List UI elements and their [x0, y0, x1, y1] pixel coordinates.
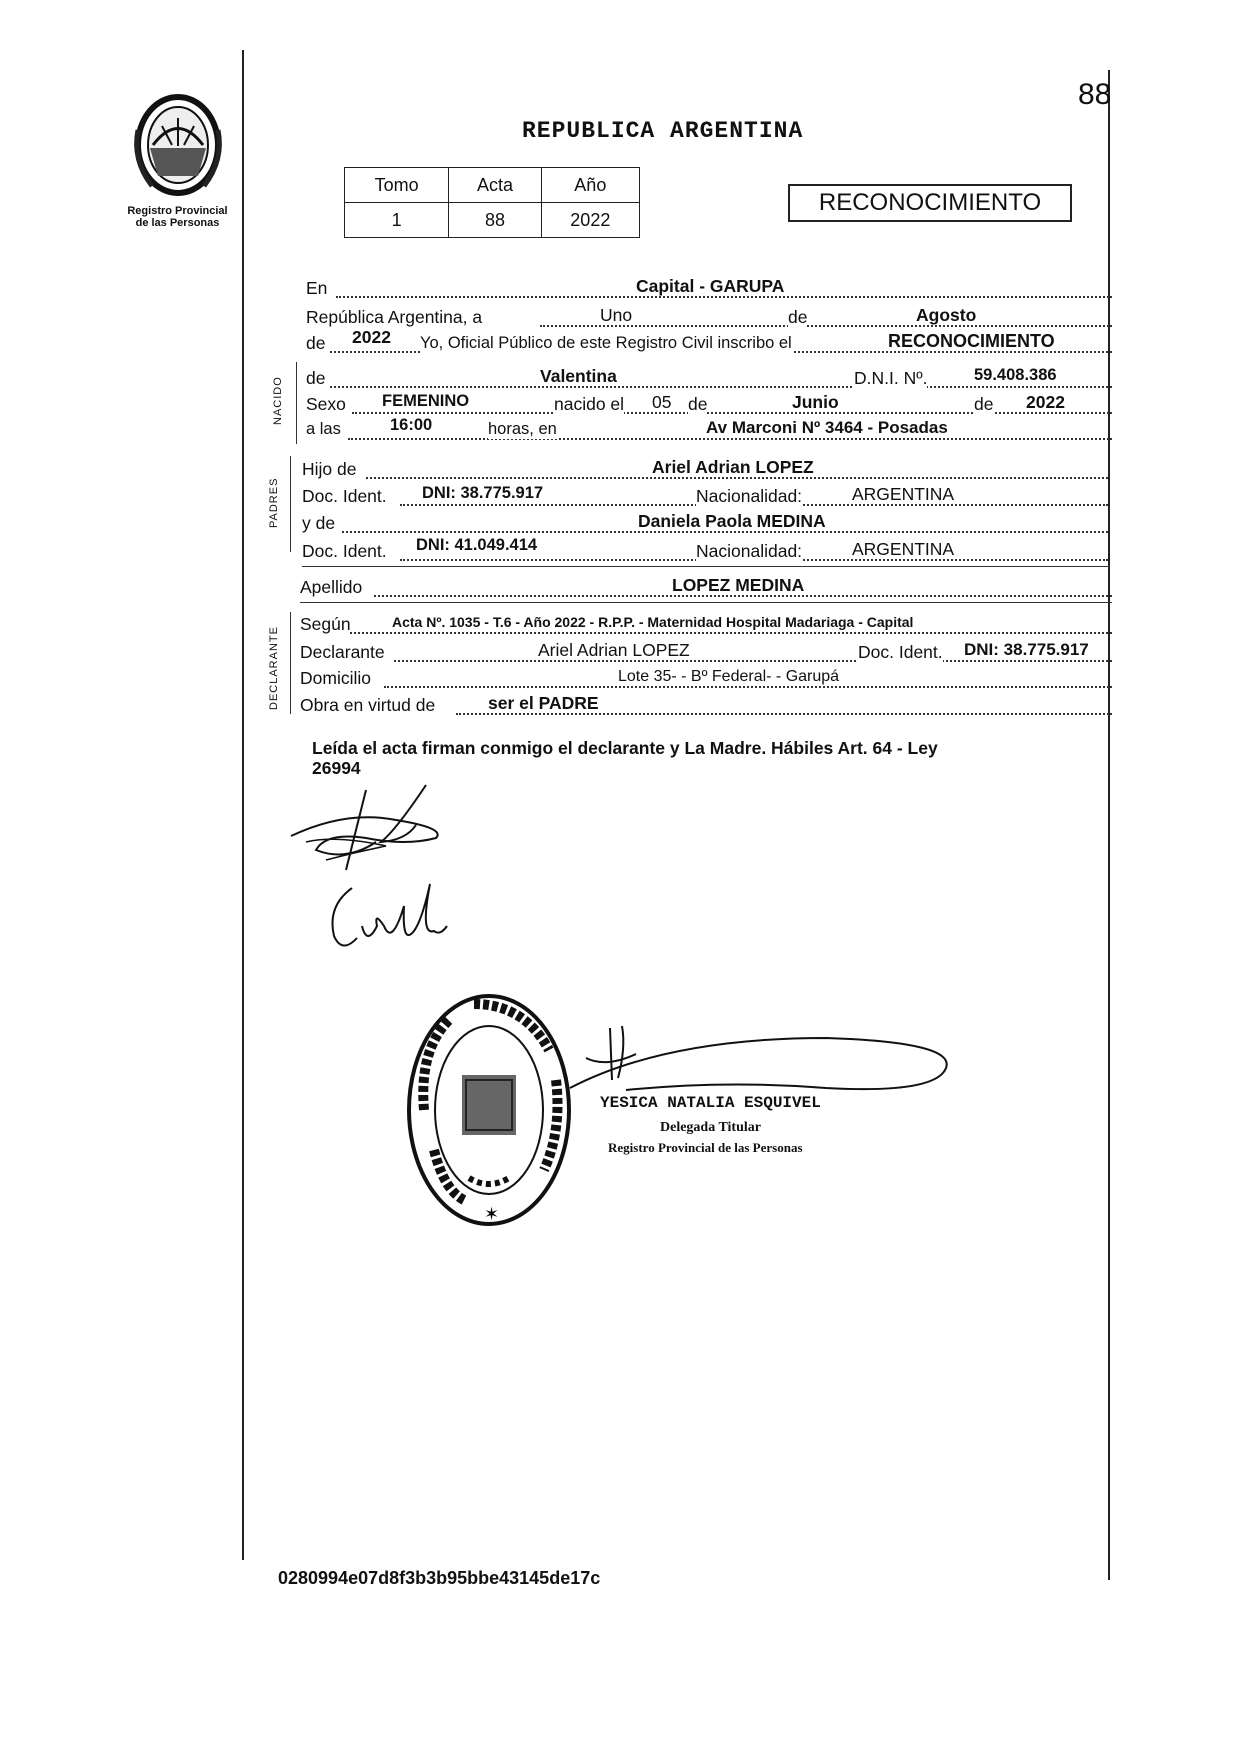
nac2-label: Nacionalidad:	[696, 541, 803, 561]
nacido-section-bar	[296, 362, 297, 444]
dni-label: D.N.I. Nº.	[854, 368, 928, 388]
birth-month-value: Junio	[792, 392, 839, 412]
padres-separator-line	[302, 566, 1110, 567]
registry-value-ano: 2022	[541, 203, 639, 238]
closing-line2: 26994	[312, 758, 361, 778]
declarante-section-label: DECLARANTE	[268, 626, 280, 710]
republica-month-value: Agosto	[916, 305, 977, 325]
apellido-label: Apellido	[300, 577, 363, 597]
name-de-label: de	[306, 368, 326, 388]
doc3-value: DNI: 38.775.917	[964, 640, 1089, 659]
birth-year-value: 2022	[1026, 392, 1065, 412]
en-value: Capital - GARUPA	[636, 276, 785, 296]
document-hash: 0280994e07d8f3b3b95bbe43145de17c	[278, 1568, 601, 1588]
republica-label: República Argentina, a	[306, 307, 483, 327]
row-year	[306, 327, 1112, 357]
doc2-value: DNI: 41.049.414	[416, 536, 538, 554]
declarante-section-bar	[290, 612, 291, 714]
doc2-label: Doc. Ident.	[302, 541, 387, 561]
page-number: 88	[1078, 78, 1112, 111]
year-value: 2022	[352, 327, 391, 347]
registry-value-row	[345, 203, 640, 238]
apellido-separator-line	[300, 602, 1112, 603]
act-type-box: RECONOCIMIENTO	[788, 184, 1072, 222]
padres-section-bar	[290, 456, 291, 552]
row-declarante	[300, 640, 1112, 666]
segun-label: Según	[300, 614, 351, 634]
nac2-value: ARGENTINA	[852, 539, 955, 559]
yde-label: y de	[302, 513, 336, 533]
registry-table	[344, 167, 640, 238]
declarant-signature	[286, 780, 466, 875]
delegate-office: Registro Provincial de las Personas	[608, 1140, 803, 1155]
row-domicilio	[300, 666, 1112, 692]
declarante-label: Declarante	[300, 642, 385, 662]
registry-header-ano: Año	[541, 168, 639, 203]
dni-value: 59.408.386	[974, 366, 1057, 384]
republica-day-value: Uno	[600, 305, 633, 325]
nac1-label: Nacionalidad:	[696, 486, 803, 506]
nacido-section-label: NACIDO	[272, 376, 284, 425]
place-value: Av Marconi Nº 3464 - Posadas	[706, 418, 948, 437]
sexo-value: FEMENINO	[382, 392, 470, 410]
provincial-seal	[128, 90, 228, 200]
seal-caption-line1: Registro Provincial	[127, 205, 228, 217]
time-value: 16:00	[390, 416, 433, 434]
delegate-signature	[566, 1018, 958, 1100]
doc3-label: Doc. Ident.	[858, 642, 943, 662]
nac1-value: ARGENTINA	[852, 484, 955, 504]
row-obra	[300, 693, 1112, 719]
provincial-seal-emblem-icon	[128, 90, 228, 200]
row-sexo	[306, 392, 1112, 418]
row-hijo	[302, 457, 1112, 483]
obra-value: ser el PADRE	[488, 693, 599, 713]
row-republica	[306, 305, 1112, 331]
official-oval-stamp	[404, 990, 574, 1230]
horas-label: horas, en	[488, 420, 557, 438]
registry-value-tomo: 1	[345, 203, 449, 238]
row-en	[306, 276, 1112, 302]
row-doc2	[302, 536, 1112, 565]
official-text: Yo, Oficial Público de este Registro Civil inscribo el	[420, 334, 792, 352]
segun-value: Acta Nº. 1035 - T.6 - Año 2022 - R.P.P. - Maternidad Hospital Madariaga - Capital	[392, 614, 914, 630]
sexo-label: Sexo	[306, 394, 346, 414]
birth-de2-label: de	[974, 394, 994, 414]
year-de-label: de	[306, 333, 326, 353]
mother-signature-icon	[322, 876, 452, 961]
delegate-title: Delegada Titular	[660, 1120, 761, 1135]
closing-line1: Leída el acta firman conmigo el declarante y La Madre. Hábiles Art. 64 - Ley	[312, 738, 938, 758]
mother-value: Daniela Paola MEDINA	[638, 511, 826, 531]
svg-text:✶: ✶	[484, 1204, 500, 1225]
doc1-value: DNI: 38.775.917	[422, 484, 544, 502]
official-stamp-icon	[404, 990, 574, 1230]
republica-de-label: de	[788, 307, 808, 327]
name-value: Valentina	[540, 366, 617, 386]
father-value: Ariel Adrian LOPEZ	[652, 457, 814, 477]
page-title: REPUBLICA ARGENTINA	[522, 118, 804, 144]
birth-day-value: 05	[652, 392, 672, 412]
registry-header-tomo: Tomo	[345, 168, 449, 203]
birth-de1-label: de	[688, 394, 708, 414]
padres-section-label: PADRES	[268, 477, 280, 528]
doc1-label: Doc. Ident.	[302, 486, 387, 506]
registry-header-row	[345, 168, 640, 203]
en-label: En	[306, 278, 328, 298]
closing-text	[312, 738, 1092, 778]
nacido-label: nacido el	[554, 394, 625, 414]
alas-label: a las	[306, 420, 341, 438]
declarant-signature-icon	[286, 780, 466, 875]
hijo-label: Hijo de	[302, 459, 357, 479]
domicilio-label: Domicilio	[300, 668, 371, 688]
obra-label: Obra en virtud de	[300, 695, 436, 715]
row-yde	[302, 511, 1112, 537]
row-apellido	[300, 575, 1112, 601]
row-doc1	[302, 484, 1112, 510]
declarante-value: Ariel Adrian LOPEZ	[538, 640, 690, 660]
mother-signature	[322, 876, 452, 961]
seal-caption-line2: de las Personas	[135, 217, 220, 229]
registry-header-acta: Acta	[449, 168, 541, 203]
domicilio-value: Lote 35- - Bº Federal- - Garupá	[618, 668, 840, 685]
left-margin-line	[242, 50, 244, 1560]
delegate-name: YESICA NATALIA ESQUIVEL	[600, 1094, 821, 1112]
row-time	[306, 418, 1112, 444]
row-name	[306, 366, 1112, 392]
row-segun	[300, 612, 1112, 638]
delegate-signature-icon	[566, 1018, 958, 1100]
official-value: RECONOCIMIENTO	[888, 331, 1055, 351]
registry-value-acta: 88	[449, 203, 541, 238]
apellido-value: LOPEZ MEDINA	[672, 575, 805, 595]
seal-caption	[110, 205, 245, 229]
